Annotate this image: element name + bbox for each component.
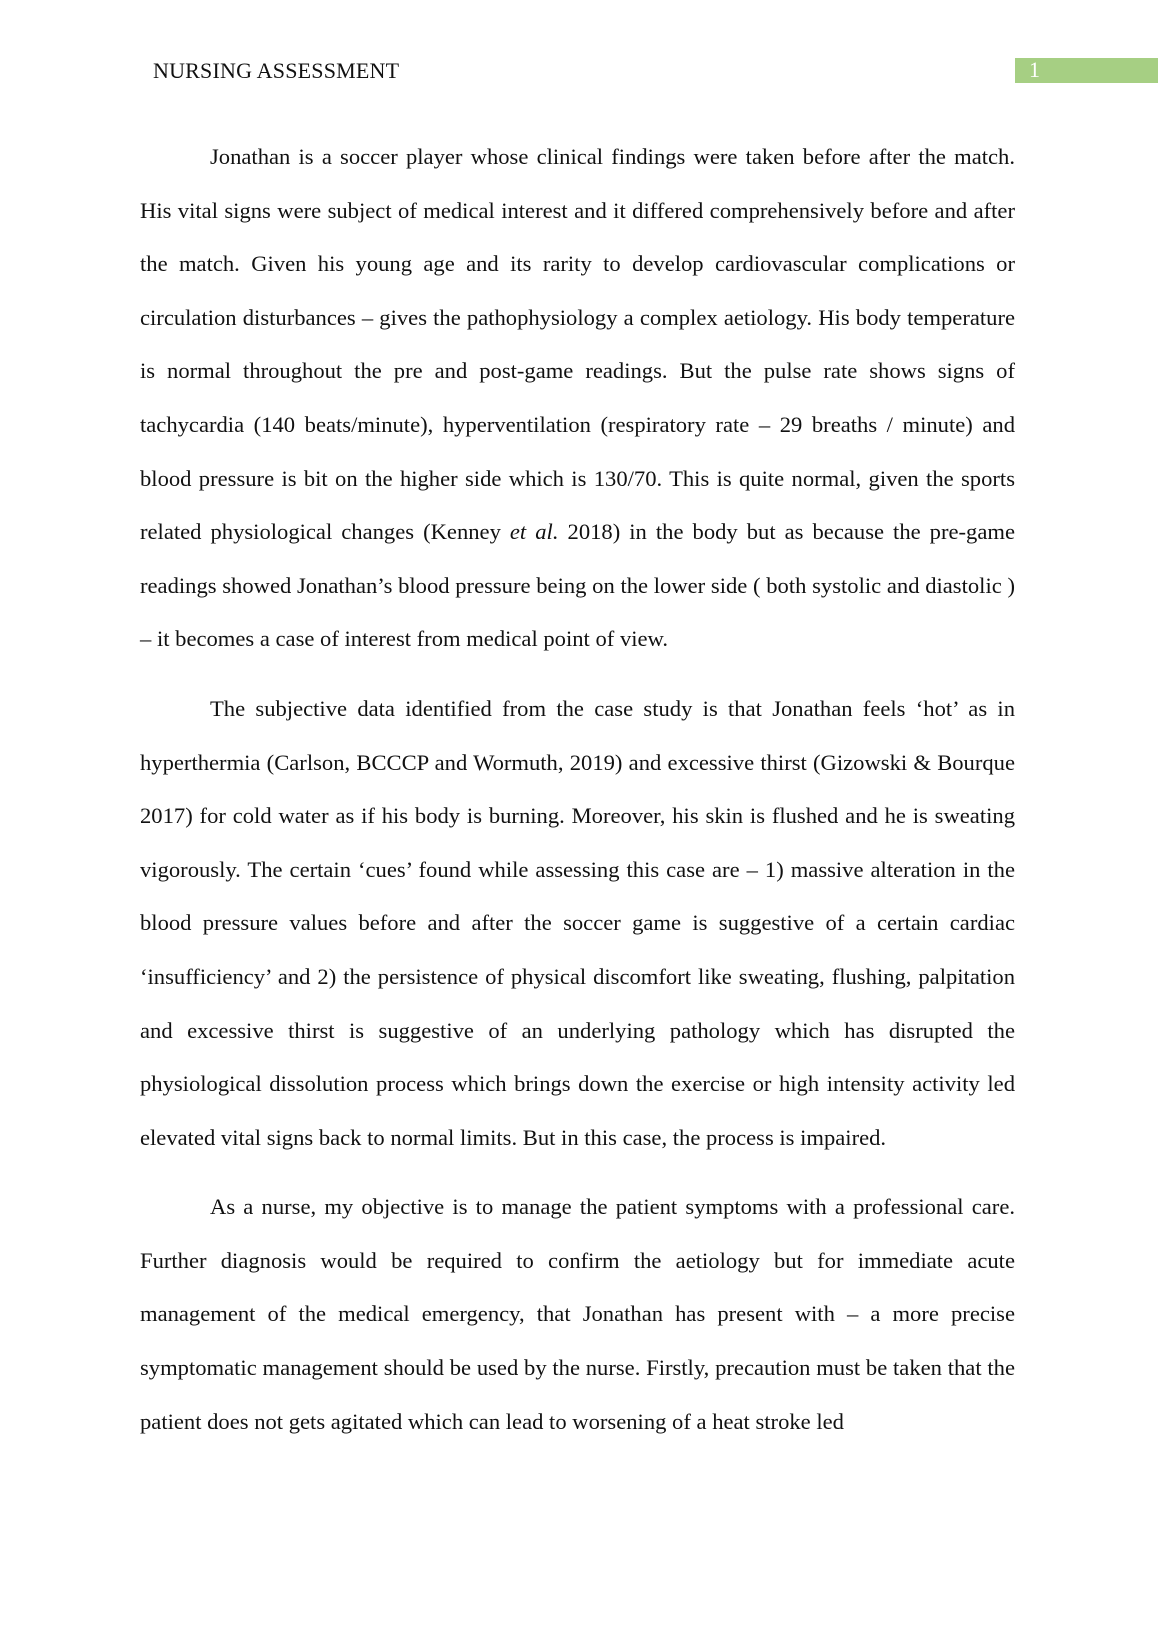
running-head-title: NURSING ASSESSMENT [153,58,400,83]
page-number: 1 [1029,57,1040,82]
document-body [140,130,1015,1464]
page-number-box [1015,58,1158,83]
paragraph-vital-signs [140,130,1015,666]
paragraph-1-text-end: 2018) in the body but as because the pre-game readings showed Jonathan’s blood pressure being on the lower side ( both systolic and diastolic ) – it becomes a case of interest from medical point of view. [140,519,1015,652]
paragraph-nurse-objective: As a nurse, my objective is to manage the patient symptoms with a professional care. Further diagnosis would be required to confirm the aetiology but for immediate acute management of the medical emergency, that Jonathan has present with – a more precise symptomatic management should be used by the nurse. Firstly, precaution must be taken that the patient does not gets agitated which can lead to worsening of a heat stroke led [140,1194,1015,1434]
citation-et-al: et al. [509,519,559,545]
paragraph-subjective-data: The subjective data identified from the case study is that Jonathan feels ‘hot’ as in hyperthermia (Carlson, BCCCP and Wormuth, 2019) and excessive thirst (Gizowski & Bourque 2017) for cold water as if his body is burning. Moreover, his skin is flushed and he is sweating vigorously. The certain ‘cues’ found while assessing this case are – 1) massive alteration in the blood pressure values before and after the soccer game is suggestive of a certain cardiac ‘insufficiency’ and 2) the persistence of physical discomfort like sweating, flushing, palpitation and excessive thirst is suggestive of an underlying pathology which has disrupted the physiological dissolution process which brings down the exercise or high intensity activity led elevated vital signs back to normal limits. But in this case, the process is impaired. [140,695,1015,1150]
paragraph-1-text-start: Jonathan is a soccer player whose clinical findings were taken before after the match. His vital signs were subject of medical interest and it differed comprehensively before and after the match. Given his young age and its rarity to develop cardiovascular complications or circulation disturbances – gives the pathophysiology a complex aetiology. His body temperature is normal throughout the pre and post-game readings. But the pulse rate shows signs of tachycardia (140 beats/minute), hyperventilation (respiratory rate – 29 breaths / minute) and blood pressure is bit on the higher side which is 130/70. This is quite normal, given the sports related physiological changes (Kenney [140,144,1015,545]
